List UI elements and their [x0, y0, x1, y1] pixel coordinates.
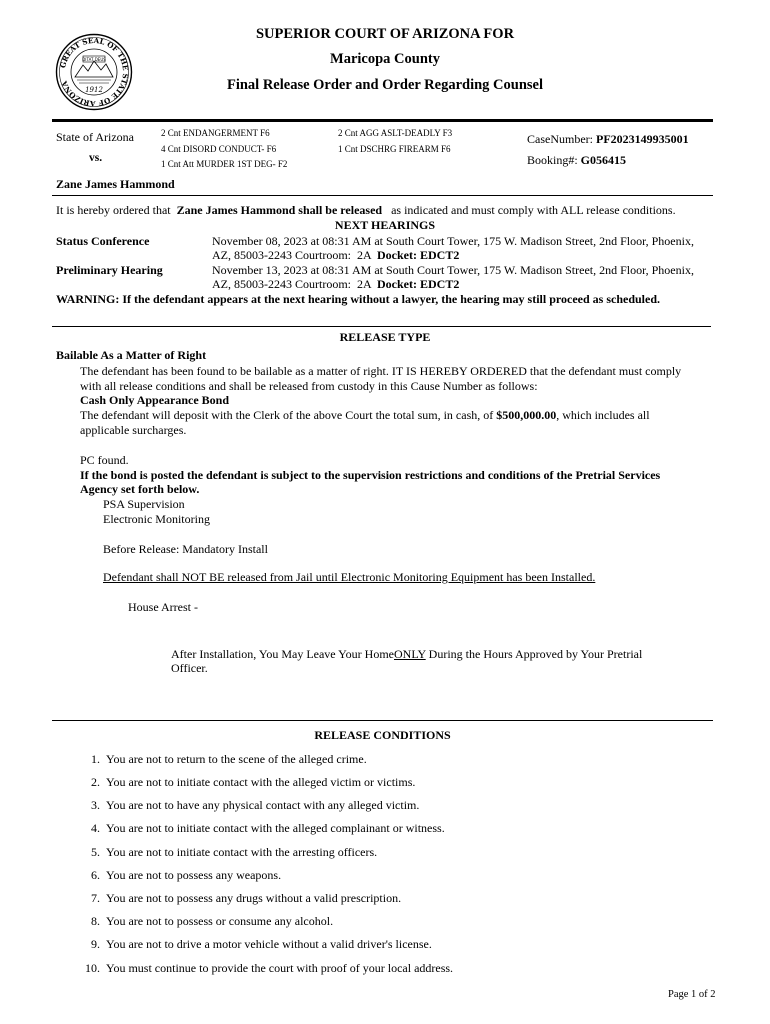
condition-text: You are not to possess or consume any alcohol. — [106, 914, 334, 928]
after-installation-line2: Officer. — [171, 661, 208, 675]
condition-number: 6. — [91, 868, 100, 882]
case-number — [527, 132, 689, 147]
hearing-1-label: Status Conference — [56, 234, 150, 248]
condition-number: 10. — [85, 961, 100, 975]
hearing-1-location: AZ, 85003-2243 Courtroom: 2A — [212, 248, 377, 262]
house-arrest: House Arrest - — [128, 600, 198, 614]
condition-item — [78, 937, 432, 952]
seal-outer-text: GREAT SEAL OF THE STATE OF ARIZONA — [58, 35, 131, 109]
document-title: Final Release Order and Order Regarding Counsel — [226, 77, 544, 93]
condition-item — [78, 775, 415, 790]
condition-item — [78, 914, 333, 929]
section-rule-1 — [52, 326, 711, 327]
state-seal — [55, 33, 133, 111]
hearing-2-label: Preliminary Hearing — [56, 263, 163, 277]
condition-text: You are not to initiate contact with the alleged victim or victims. — [106, 775, 416, 789]
warning-text: WARNING: If the defendant appears at the next hearing without a lawyer, the hearing may still proceed as scheduled. — [56, 292, 660, 306]
release-para-2-line1 — [80, 408, 650, 423]
release-conditions-heading: RELEASE CONDITIONS — [314, 728, 451, 742]
count-3: 4 Cnt DISORD CONDUCT- F6 — [161, 144, 277, 154]
condition-item — [78, 868, 281, 883]
condition-number: 5. — [91, 845, 100, 859]
release-para-1-line1: The defendant has been found to be bailable as a matter of right. IT IS HEREBY ORDERED that the defendant must comply — [80, 364, 682, 378]
order-statement — [56, 203, 676, 218]
condition-text: You are not to have any physical contact with any alleged victim. — [106, 798, 420, 812]
plaintiff: State of Arizona — [56, 130, 134, 144]
after-installation-pre: After Installation, You May Leave Your Home — [171, 647, 394, 661]
hearing-2-line1: November 13, 2023 at 08:31 AM at South Court Tower, 175 W. Madison Street, 2nd Floor, Phoenix, — [212, 263, 694, 277]
condition-number: 1. — [91, 752, 100, 766]
not-released-notice: Defendant shall NOT BE released from Jail until Electronic Monitoring Equipment has been Installed. — [103, 570, 596, 584]
seal-motto: DITAT DEUS — [82, 56, 106, 62]
order-pre: It is hereby ordered that — [56, 203, 171, 217]
count-2: 2 Cnt AGG ASLT-DEADLY F3 — [338, 128, 453, 138]
condition-text: You are not to initiate contact with the arresting officers. — [106, 845, 378, 859]
electronic-monitoring: Electronic Monitoring — [103, 512, 210, 526]
bond-amount: $500,000.00 — [496, 408, 557, 422]
next-hearings-heading: NEXT HEARINGS — [334, 218, 436, 232]
case-number-label: CaseNumber: — [527, 132, 593, 146]
release-type-heading: RELEASE TYPE — [339, 330, 431, 344]
condition-text: You are not to possess any drugs without a valid prescription. — [106, 891, 402, 905]
order-post: as indicated and must comply with ALL release conditions. — [391, 203, 676, 217]
seal-graphic — [55, 33, 133, 111]
condition-number: 4. — [91, 821, 100, 835]
hearing-2-line2 — [212, 277, 459, 292]
booking-value: G056415 — [580, 153, 627, 167]
county-name: Maricopa County — [330, 51, 440, 67]
count-5: 1 Cnt Att MURDER 1ST DEG- F2 — [161, 159, 288, 169]
after-installation-only: ONLY — [393, 647, 426, 661]
header-rule — [52, 119, 713, 122]
hearing-2-location: AZ, 85003-2243 Courtroom: 2A — [212, 277, 377, 291]
condition-item — [78, 798, 419, 813]
condition-item — [78, 821, 445, 836]
condition-text: You are not to initiate contact with the alleged complainant or witness. — [106, 821, 445, 835]
hearing-1-line2 — [212, 248, 459, 263]
hearing-1-docket: Docket: EDCT2 — [377, 248, 460, 262]
condition-text: You are not to return to the scene of the alleged crime. — [106, 752, 367, 766]
count-1: 2 Cnt ENDANGERMENT F6 — [161, 128, 270, 138]
caption-rule — [52, 195, 713, 196]
condition-item — [78, 752, 367, 767]
condition-item — [78, 891, 401, 906]
deposit-text: The defendant will deposit with the Clerk of the above Court the total sum, in cash, of — [80, 408, 497, 422]
psa-supervision: PSA Supervision — [103, 497, 185, 511]
order-name-released: Zane James Hammond shall be released — [176, 203, 383, 217]
defendant-name: Zane James Hammond — [56, 177, 175, 191]
pc-found: PC found. — [80, 453, 129, 467]
condition-item — [78, 961, 453, 976]
release-para-1-line2: with all release conditions and shall be released from custody in this Cause Number as follows: — [80, 379, 538, 393]
condition-number: 7. — [91, 891, 100, 905]
condition-text: You are not to possess any weapons. — [106, 868, 282, 882]
seal-year: 1912 — [85, 86, 103, 94]
condition-text: You are not to drive a motor vehicle without a valid driver's license. — [106, 937, 432, 951]
after-installation-post: During the Hours Approved by Your Pretrial — [425, 647, 643, 661]
release-type-name: Bailable As a Matter of Right — [56, 348, 207, 362]
condition-number: 3. — [91, 798, 100, 812]
release-para-2-line2: applicable surcharges. — [80, 423, 187, 437]
before-release: Before Release: Mandatory Install — [103, 542, 268, 556]
bond-type: Cash Only Appearance Bond — [80, 393, 230, 407]
case-number-value: PF2023149935001 — [595, 132, 689, 146]
bond-posted-line1: If the bond is posted the defendant is subject to the supervision restrictions and conditions of the Pretrial Services — [80, 468, 661, 482]
bond-posted-line2: Agency set forth below. — [80, 482, 200, 496]
court-name: SUPERIOR COURT OF ARIZONA FOR — [255, 26, 515, 42]
condition-number: 8. — [91, 914, 100, 928]
condition-number: 2. — [91, 775, 100, 789]
deposit-text-post: , which includes all — [556, 408, 650, 422]
condition-number: 9. — [91, 937, 100, 951]
versus: vs. — [89, 152, 103, 164]
count-4: 1 Cnt DSCHRG FIREARM F6 — [338, 144, 451, 154]
booking-number — [527, 153, 626, 168]
page-number: Page 1 of 2 — [668, 989, 716, 1000]
condition-item — [78, 845, 377, 860]
section-rule-2 — [52, 720, 713, 721]
after-installation-line1 — [171, 647, 642, 662]
hearing-2-docket: Docket: EDCT2 — [377, 277, 460, 291]
condition-text: You must continue to provide the court with proof of your local address. — [106, 961, 454, 975]
booking-label: Booking#: — [527, 153, 578, 167]
hearing-1-line1: November 08, 2023 at 08:31 AM at South Court Tower, 175 W. Madison Street, 2nd Floor, Phoenix, — [212, 234, 694, 248]
